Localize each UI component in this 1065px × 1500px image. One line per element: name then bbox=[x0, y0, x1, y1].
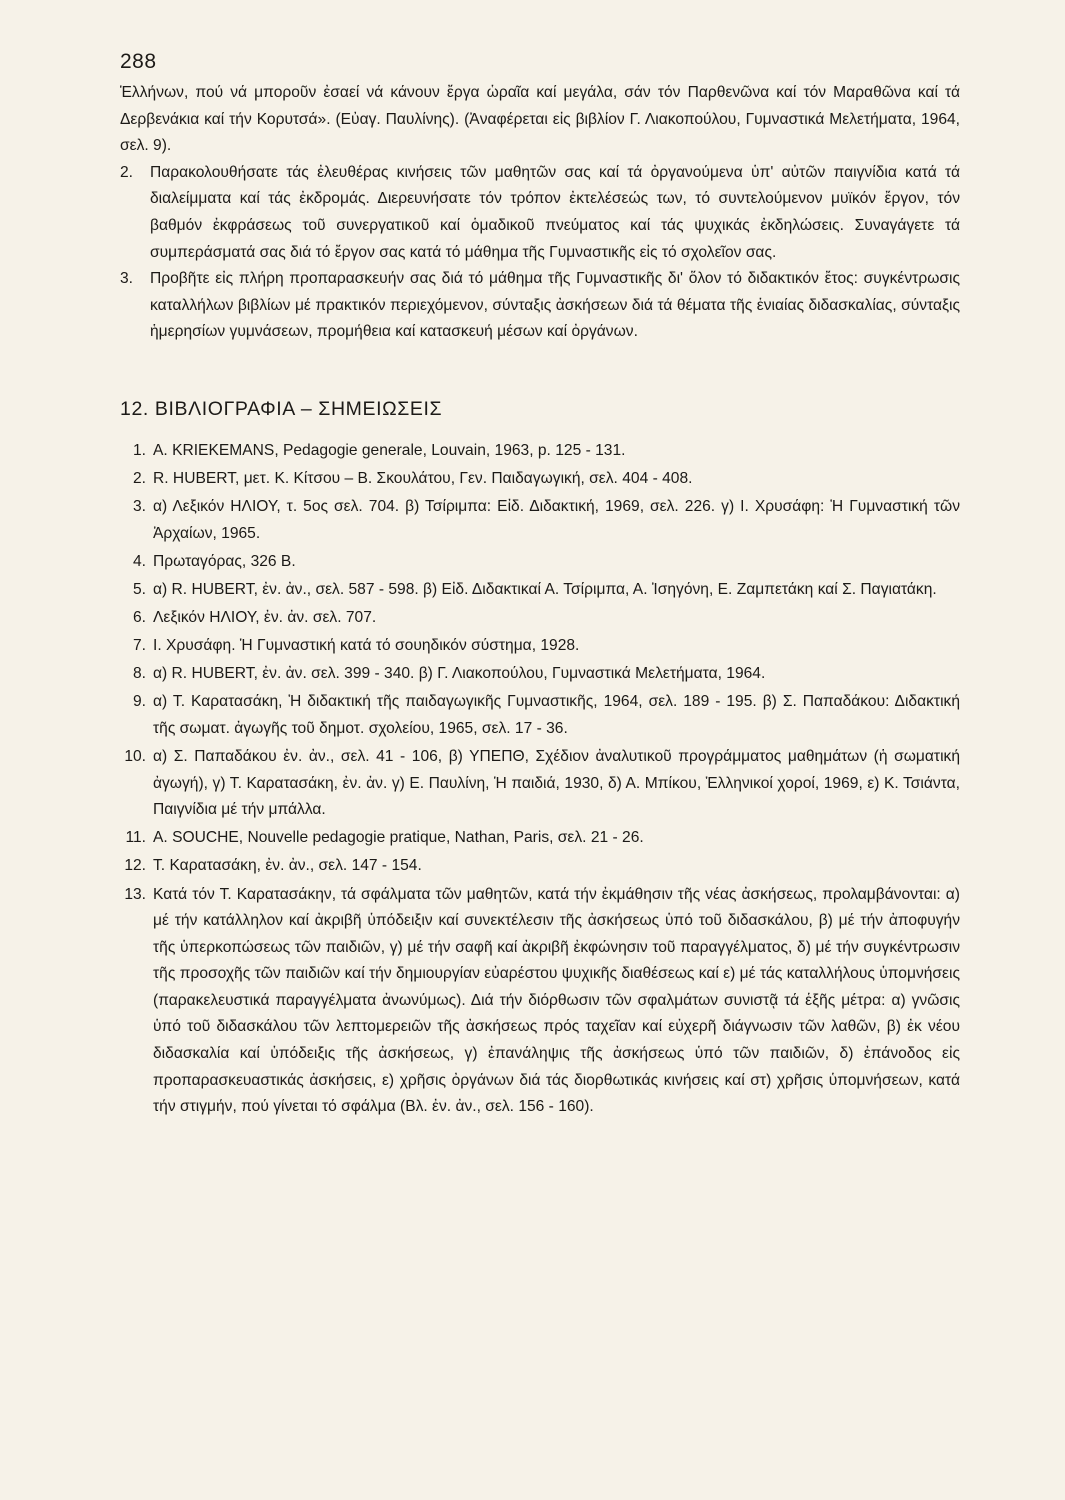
reference-item bbox=[120, 549, 960, 576]
reference-item bbox=[120, 882, 960, 1121]
reference-item bbox=[120, 633, 960, 660]
item-text: Προβῆτε εἰς πλήρη προπαρασκευήν σας διά τό μάθημα τῆς Γυμναστικῆς δι' ὅλον τό διδακτικόν ἔτος: συγκέντρωσις καταλλήλων βιβλίων μέ πρακτικόν περιεχόμενον, σύνταξις ἀσκήσεων διά τά θέματα τῆς ἑνιαίας διδασκαλίας, σύνταξις ἡμερησίων γυμνάσεων, προμήθεια καί κατασκευή μέσων καί ὀργάνων. bbox=[150, 270, 960, 341]
reference-text: α) R. HUBERT, ἐν. ἀν., σελ. 587 - 598. β) Εἰδ. Διδακτικαί Α. Τσίριμπα, Α. Ἰσηγόνη, Ε. Ζαμπετάκη καί Σ. Παγιατάκη. bbox=[153, 580, 937, 598]
reference-text: α) Λεξικόν ΗΛΙΟΥ, τ. 5ος σελ. 704. β) Τσίριμπα: Εἰδ. Διδακτική, 1969, σελ. 226. γ) Ι. Χρυσάφη: Ἡ Γυμναστική τῶν Ἀρχαίων, 1965. bbox=[153, 498, 960, 542]
reference-number: 12. bbox=[124, 857, 146, 875]
section-title: 12. ΒΙΒΛΙΟΓΡΑΦΙΑ – ΣΗΜΕΙΩΣΕΙΣ bbox=[120, 398, 443, 420]
reference-text: Κατά τόν Τ. Καρατασάκην, τά σφάλματα τῶν μαθητῶν, κατά τήν ἐκμάθησιν τῆς νέας ἀσκήσεως, προλαμβάνονται: α) μέ τήν κατάλληλον καί ἀκριβῆ ὑπόδειξιν καί συνεκτέλεσιν τῆς ἀσκήσεως ὑπό τοῦ διδασκάλου, β) μέ τήν ἀποφυγήν τῆς ὑπερκοπώσεως τῶν παιδιῶν, γ) μέ τήν σαφῆ καί ἀκριβῆ ἐκφώνησιν τοῦ παραγγέλματος, δ) μέ τήν συγκέντρωσιν τῆς προσοχῆς τῶν παιδιῶν καί τήν δημιουργίαν εὐαρέστου ψυχικῆς διαθέσεως καί ε) μέ τάς καταλλήλους ὑπομνήσεις (παρακελευστικά παραγγέλματα ἀνωνύμως). Διά τήν διόρθωσιν τῶν σφαλμάτων συνιστᾷ τά ἑξῆς μέτρα: α) γνῶσις ὑπό τοῦ διδασκάλου τῶν λεπτομερειῶν τῆς ἀσκήσεως πρός ταχεῖαν καί εὐχερῆ διάγνωσιν τῶν λαθῶν, β) ἐκ νέου διδασκαλία καί ὑπόδειξις τῆς ἀσκήσεως, γ) ἐπανάληψις τῆς ἀσκήσεως ὑπό τῶν παιδιῶν, δ) ἐπάνοδος εἰς προπαρασκευαστικάς ἀσκήσεις, ε) χρῆσις ὀργάνων διά τάς διορθωτικάς κινήσεις καί στ) χρῆσις ὑπομνήσεων, κατά τήν στιγμήν, πού γίνεται τό σφάλμα (Βλ. ἐν. ἀν., σελ. 156 - 160). bbox=[153, 885, 960, 1116]
reference-item bbox=[120, 466, 960, 493]
reference-text: R. HUBERT, μετ. Κ. Κίτσου – Β. Σκουλάτου, Γεν. Παιδαγωγική, σελ. 404 - 408. bbox=[153, 470, 693, 488]
reference-text: Α. KRIEKEMANS, Pedagogie generale, Louvain, 1963, p. 125 - 131. bbox=[153, 442, 626, 459]
reference-number: 6. bbox=[132, 609, 146, 627]
reference-number: 11. bbox=[125, 829, 146, 847]
reference-number: 10. bbox=[124, 748, 146, 766]
reference-text: A. SOUCHE, Nouvelle pedagogie pratique, Nathan, Paris, σελ. 21 - 26. bbox=[153, 829, 644, 847]
reference-number: 2. bbox=[132, 470, 146, 488]
reference-item bbox=[120, 689, 960, 742]
reference-text: α) R. HUBERT, ἐν. ἀν. σελ. 399 - 340. β) Γ. Λιακοπούλου, Γυμναστικά Μελετήματα, 1964. bbox=[153, 665, 766, 683]
reference-item bbox=[120, 438, 960, 465]
reference-text: α) Τ. Καρατασάκη, Ἡ διδακτική τῆς παιδαγωγικῆς Γυμναστικῆς, 1964, σελ. 189 - 195. β) Σ. Παπαδάκου: Διδακτική τῆς σωματ. ἀγωγῆς τοῦ δημοτ. σχολείου, 1965, σελ. 17 - 36. bbox=[153, 693, 960, 737]
reference-text: Ι. Χρυσάφη. Ἡ Γυμναστική κατά τό σουηδικόν σύστημα, 1928. bbox=[153, 637, 580, 655]
reference-item bbox=[120, 494, 960, 547]
item-number: 2. bbox=[120, 163, 134, 181]
item-text: Παρακολουθήσατε τάς ἐλευθέρας κινήσεις τῶν μαθητῶν σας καί τά ὀργανούμενα ὑπ' αὐτῶν παιγνίδια κατά τά διαλείμματα καί τάς ἐκδρομάς. Διερευνήσατε τόν τρόπον ἐκτελέσεώς των, τό συντελούμενον μυϊκόν ἔργον, τόν βαθμόν ἐκφράσεως τοῦ συνεργατικοῦ καί ὁμαδικοῦ πνεύματος καί τάς ψυχικάς ἐκδηλώσεις. Συναγάγετε τά συμπεράσματά σας διά τό ἔργον σας κατά τό μάθημα τῆς Γυμναστικῆς εἰς τό σχολεῖον σας. bbox=[150, 163, 960, 261]
reference-number: 1. bbox=[132, 442, 146, 459]
reference-item bbox=[120, 853, 960, 880]
numbered-item bbox=[120, 266, 960, 346]
page-number: 288 bbox=[120, 50, 157, 73]
reference-item bbox=[120, 605, 960, 632]
reference-number: 8. bbox=[132, 665, 146, 683]
reference-text: α) Σ. Παπαδάκου ἐν. ἀν., σελ. 41 - 106, β) ΥΠΕΠΘ, Σχέδιον ἀναλυτικοῦ προγράμματος μαθημάτων (ἡ σωματική ἀγωγή), γ) Τ. Καρατασάκη, ἐν. ἀν. γ) Ε. Παυλίνη, Ἡ παιδιά, 1930, δ) Α. Μπίκου, Ἑλληνικοί χοροί, 1969, ε) Κ. Τσιάντα, Παιγνίδια μέ τήν μπάλλα. bbox=[153, 748, 960, 819]
reference-item bbox=[120, 661, 960, 688]
item-number: 3. bbox=[120, 270, 134, 288]
reference-item bbox=[120, 744, 960, 824]
reference-text: Πρωταγόρας, 326 Β. bbox=[153, 552, 296, 570]
reference-number: 9. bbox=[132, 693, 146, 711]
reference-number: 7. bbox=[132, 637, 146, 655]
reference-text: Τ. Καρατασάκη, ἐν. ἀν., σελ. 147 - 154. bbox=[153, 857, 422, 875]
reference-text: Λεξικόν ΗΛΙΟΥ, ἐν. ἀν. σελ. 707. bbox=[153, 609, 377, 627]
reference-number: 5. bbox=[132, 580, 146, 598]
reference-item bbox=[120, 577, 960, 604]
intro-section bbox=[120, 80, 960, 346]
numbered-item bbox=[120, 160, 960, 266]
reference-number: 3. bbox=[132, 498, 146, 516]
intro-paragraph: Ἑλλήνων, πού νά μποροῦν ἐσαεί νά κάνουν ἔργα ὡραῖα καί μεγάλα, σάν τόν Παρθενῶνα καί τόν Μαραθῶνα καί τά Δερβενάκια καί τήν Κορυτσά». (Εὐαγ. Παυλίνης). (Ἀναφέρεται εἰς βιβλίον Γ. Λιακοπούλου, Γυμναστικά Μελετήματα, 1964, σελ. 9). bbox=[120, 84, 960, 155]
references-list bbox=[120, 438, 960, 1122]
reference-number: 13. bbox=[124, 885, 146, 903]
reference-item bbox=[120, 825, 960, 852]
reference-number: 4. bbox=[132, 552, 146, 570]
